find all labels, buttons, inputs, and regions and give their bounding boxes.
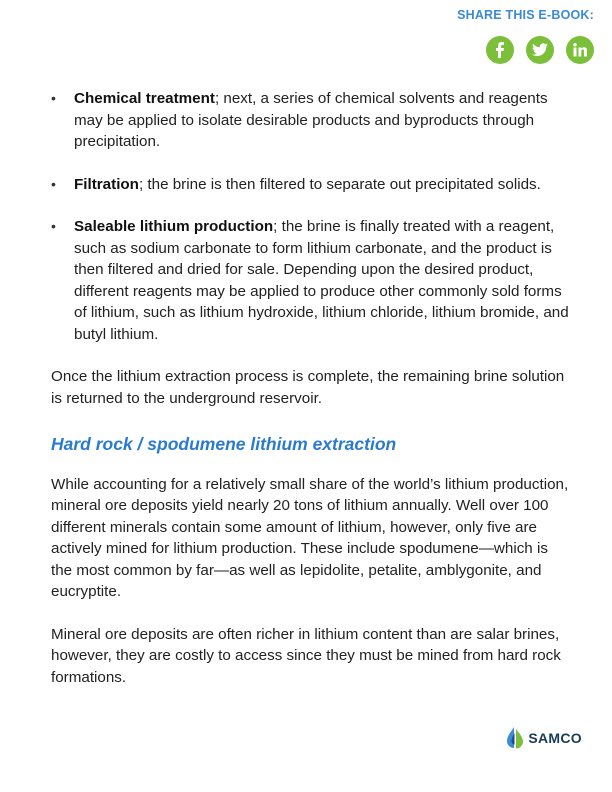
list-item-text: ; the brine is then filtered to separate out precipitated solids. (138, 175, 541, 193)
samco-logo (505, 726, 582, 750)
twitter-icon[interactable] (526, 36, 554, 64)
share-bar (457, 8, 594, 64)
paragraph-after-list: Once the lithium extraction process is complete, the remaining brine solution is returned to the underground reservoir. (51, 368, 565, 407)
list-item-term: Saleable lithium production (74, 218, 274, 235)
main-content (51, 88, 571, 709)
list-item (51, 216, 571, 345)
list-item-term: Chemical treatment (74, 90, 215, 107)
facebook-icon[interactable] (486, 36, 514, 64)
list-item-text: ; next, a series of chemical solvents and reagents may be applied to isolate desirable products and byproducts through precipitation. (74, 90, 548, 150)
list-item (51, 88, 571, 153)
section-heading: Hard rock / spodumene lithium extraction (51, 434, 397, 454)
list-item (51, 174, 571, 196)
section-paragraph: Mineral ore deposits are often richer in lithium content than are salar brines, however, they are costly to access since they must be mined from hard rock formations. (51, 625, 561, 686)
list-item-term: Filtration (74, 175, 139, 193)
list-item-text: ; the brine is finally treated with a reagent, such as sodium carbonate to form lithium carbonate, and the product is then filtered and dried for sale. Depending upon the desired product, different reagents may be applied to produce other commonly sold forms of lithium, such as lithium hydroxide, lithium chloride, lithium bromide, and butyl lithium. (74, 218, 569, 343)
linkedin-icon[interactable] (566, 36, 594, 64)
samco-droplet-icon (505, 726, 525, 750)
share-icons (457, 36, 594, 64)
logo-text: SAMCO (528, 730, 582, 746)
share-label: SHARE THIS E-BOOK: (457, 8, 594, 22)
section-paragraph: While accounting for a relatively small share of the world’s lithium production, mineral ore deposits yield nearly 20 tons of lithium annually. Well over 100 different minerals contain some amount of lithium, however, only five are actively mined for lithium production. These include spodumene—which is the most common by far—as well as lepidolite, petalite, amblygonite, and eucryptite. (51, 475, 569, 600)
process-steps-list (51, 88, 571, 345)
